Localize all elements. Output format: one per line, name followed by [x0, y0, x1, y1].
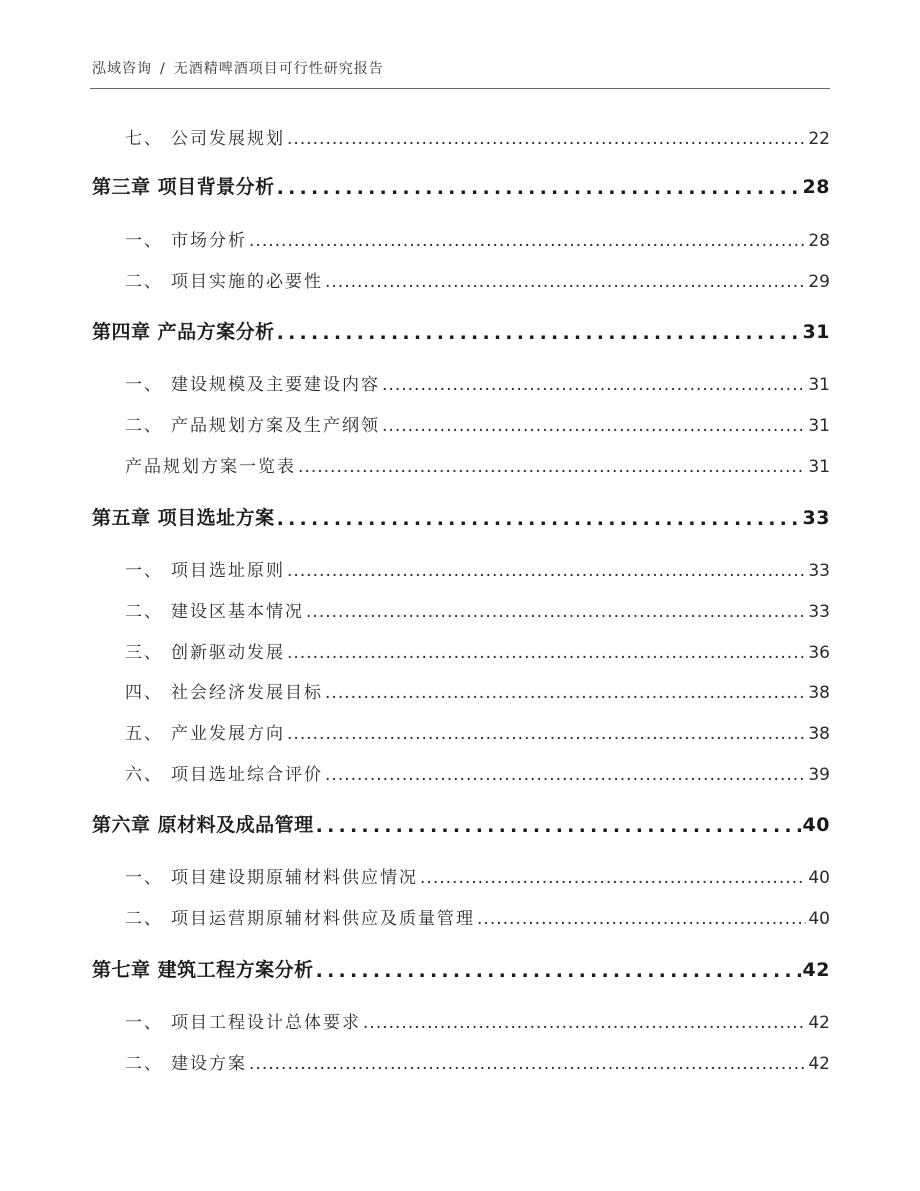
toc-page-number: 31: [808, 375, 830, 395]
toc-chapter-entry[interactable]: [92, 503, 830, 530]
toc-entry-label: 项目实施的必要性: [171, 272, 323, 292]
toc-page-number: 38: [808, 724, 830, 744]
toc-entry-title: [125, 597, 304, 622]
toc-entry-title: [92, 810, 314, 837]
toc-chapter-entry[interactable]: [92, 317, 830, 344]
toc-section-entry[interactable]: [125, 863, 830, 888]
toc-entry-number: 第五章: [92, 507, 151, 529]
toc-entry-number: 四、: [125, 683, 163, 703]
toc-entry-number: 二、: [125, 602, 163, 622]
toc-section-entry[interactable]: [125, 719, 830, 744]
toc-entry-title: [125, 370, 380, 395]
toc-entry-label: 创新驱动发展: [171, 643, 285, 663]
toc-section-entry[interactable]: [125, 124, 830, 149]
toc-entry-label: 项目运营期原辅材料供应及质量管理: [171, 909, 475, 929]
toc-entry-number: 二、: [125, 909, 163, 929]
toc-entry-label: 建设方案: [171, 1054, 247, 1074]
dot-leader: [316, 815, 801, 837]
header-company: 泓域咨询: [92, 61, 152, 77]
toc-entry-number: 二、: [125, 272, 163, 292]
toc-entry-title: [125, 411, 380, 436]
toc-entry-label: 项目选址方案: [157, 507, 275, 529]
dot-leader: [277, 322, 801, 344]
toc-entry-title: [125, 267, 323, 292]
dot-leader: [249, 231, 806, 251]
toc-page-number: 38: [808, 683, 830, 703]
toc-chapter-entry[interactable]: [92, 172, 830, 199]
toc-section-entry[interactable]: [125, 267, 830, 292]
dot-leader: [287, 561, 806, 581]
toc-page-number: 42: [802, 959, 830, 981]
toc-page-number: 33: [808, 561, 830, 581]
toc-chapter-entry[interactable]: [92, 955, 830, 982]
toc-entry-number: 第七章: [92, 959, 151, 981]
toc-entry-title: [125, 719, 285, 744]
toc-entry-label: 建筑工程方案分析: [157, 959, 314, 981]
toc-entry-label: 原材料及成品管理: [157, 814, 314, 836]
toc-entry-label: 产业发展方向: [171, 724, 285, 744]
toc-entry-label: 市场分析: [171, 231, 247, 251]
toc-page-number: 39: [808, 765, 830, 785]
toc-entry-label: 产品规划方案及生产纲领: [171, 416, 380, 436]
toc-page-number: 36: [808, 643, 830, 663]
toc-page-number: 22: [808, 129, 830, 149]
toc-entry-number: 六、: [125, 765, 163, 785]
toc-page-number: 31: [808, 416, 830, 436]
toc-entry-title: [125, 124, 285, 149]
toc-entry-label: 项目选址综合评价: [171, 765, 323, 785]
toc-entry-title: [125, 226, 247, 251]
dot-leader: [325, 683, 806, 703]
dot-leader: [277, 177, 801, 199]
toc-section-entry[interactable]: [125, 638, 830, 663]
toc-section-entry[interactable]: [125, 760, 830, 785]
toc-page-number: 29: [808, 272, 830, 292]
toc-page-number: 40: [802, 814, 830, 836]
toc-entry-label: 产品规划方案一览表: [125, 457, 296, 477]
toc-entry-number: 二、: [125, 1054, 163, 1074]
toc-section-entry[interactable]: [125, 1049, 830, 1074]
dot-leader: [249, 1054, 806, 1074]
toc-entry-label: 项目建设期原辅材料供应情况: [171, 868, 418, 888]
dot-leader: [316, 960, 801, 982]
toc-entry-title: [125, 1008, 361, 1033]
toc-section-entry[interactable]: [125, 411, 830, 436]
toc-chapter-entry[interactable]: [92, 810, 830, 837]
toc-page-number: 31: [808, 457, 830, 477]
toc-entry-title: [125, 1049, 247, 1074]
toc-entry-label: 建设规模及主要建设内容: [171, 375, 380, 395]
toc-entry-label: 项目背景分析: [157, 176, 275, 198]
toc-entry-number: 第四章: [92, 321, 151, 343]
toc-entry-label: 社会经济发展目标: [171, 683, 323, 703]
toc-page-number: 33: [802, 507, 830, 529]
toc-entry-title: [125, 904, 475, 929]
toc-entry-label: 公司发展规划: [171, 129, 285, 149]
toc-entry-title: [125, 638, 285, 663]
dot-leader: [277, 508, 801, 530]
toc-entry-number: 第六章: [92, 814, 151, 836]
dot-leader: [420, 868, 806, 888]
toc-section-entry[interactable]: [125, 226, 830, 251]
toc-entry-title: [125, 452, 296, 477]
toc-page-number: 28: [802, 176, 830, 198]
toc-page-number: 31: [802, 321, 830, 343]
dot-leader: [325, 765, 806, 785]
toc-entry-number: 五、: [125, 724, 163, 744]
dot-leader: [382, 416, 806, 436]
dot-leader: [382, 375, 806, 395]
toc-section-entry[interactable]: [125, 904, 830, 929]
toc-entry-number: 一、: [125, 231, 163, 251]
toc-entry-title: [125, 556, 285, 581]
toc-section-entry[interactable]: [125, 452, 830, 477]
dot-leader: [287, 643, 806, 663]
toc-section-entry[interactable]: [125, 370, 830, 395]
dot-leader: [325, 272, 806, 292]
toc-entry-title: [92, 172, 275, 199]
toc-page-number: 28: [808, 231, 830, 251]
toc-page-number: 42: [808, 1013, 830, 1033]
toc-entry-title: [92, 317, 275, 344]
toc-entry-number: 一、: [125, 375, 163, 395]
toc-entry-number: 一、: [125, 868, 163, 888]
dot-leader: [287, 129, 806, 149]
toc-entry-title: [125, 760, 323, 785]
toc-section-entry[interactable]: [125, 597, 830, 622]
toc-entry-title: [125, 678, 323, 703]
toc-entry-title: [92, 503, 275, 530]
dot-leader: [306, 602, 806, 622]
toc-section-entry[interactable]: [125, 556, 830, 581]
toc-entry-label: 建设区基本情况: [171, 602, 304, 622]
toc-entry-number: 二、: [125, 416, 163, 436]
toc-entry-number: 七、: [125, 129, 163, 149]
dot-leader: [477, 909, 806, 929]
dot-leader: [298, 457, 806, 477]
toc-entry-label: 项目选址原则: [171, 561, 285, 581]
toc-section-entry[interactable]: [125, 678, 830, 703]
toc-entry-number: 一、: [125, 561, 163, 581]
toc-entry-number: 三、: [125, 643, 163, 663]
header-doc-title: 无酒精啤酒项目可行性研究报告: [173, 61, 384, 77]
toc-entry-number: 第三章: [92, 176, 151, 198]
header-separator: /: [160, 61, 166, 77]
dot-leader: [287, 724, 806, 744]
toc-page-number: 40: [808, 868, 830, 888]
toc-entry-label: 产品方案分析: [157, 321, 275, 343]
toc-entry-title: [125, 863, 418, 888]
toc-page-number: 40: [808, 909, 830, 929]
toc-entry-label: 项目工程设计总体要求: [171, 1013, 361, 1033]
toc-page-number: 42: [808, 1054, 830, 1074]
toc-entry-number: 一、: [125, 1013, 163, 1033]
dot-leader: [363, 1013, 806, 1033]
toc-section-entry[interactable]: [125, 1008, 830, 1033]
toc-page-number: 33: [808, 602, 830, 622]
toc-entry-title: [92, 955, 314, 982]
